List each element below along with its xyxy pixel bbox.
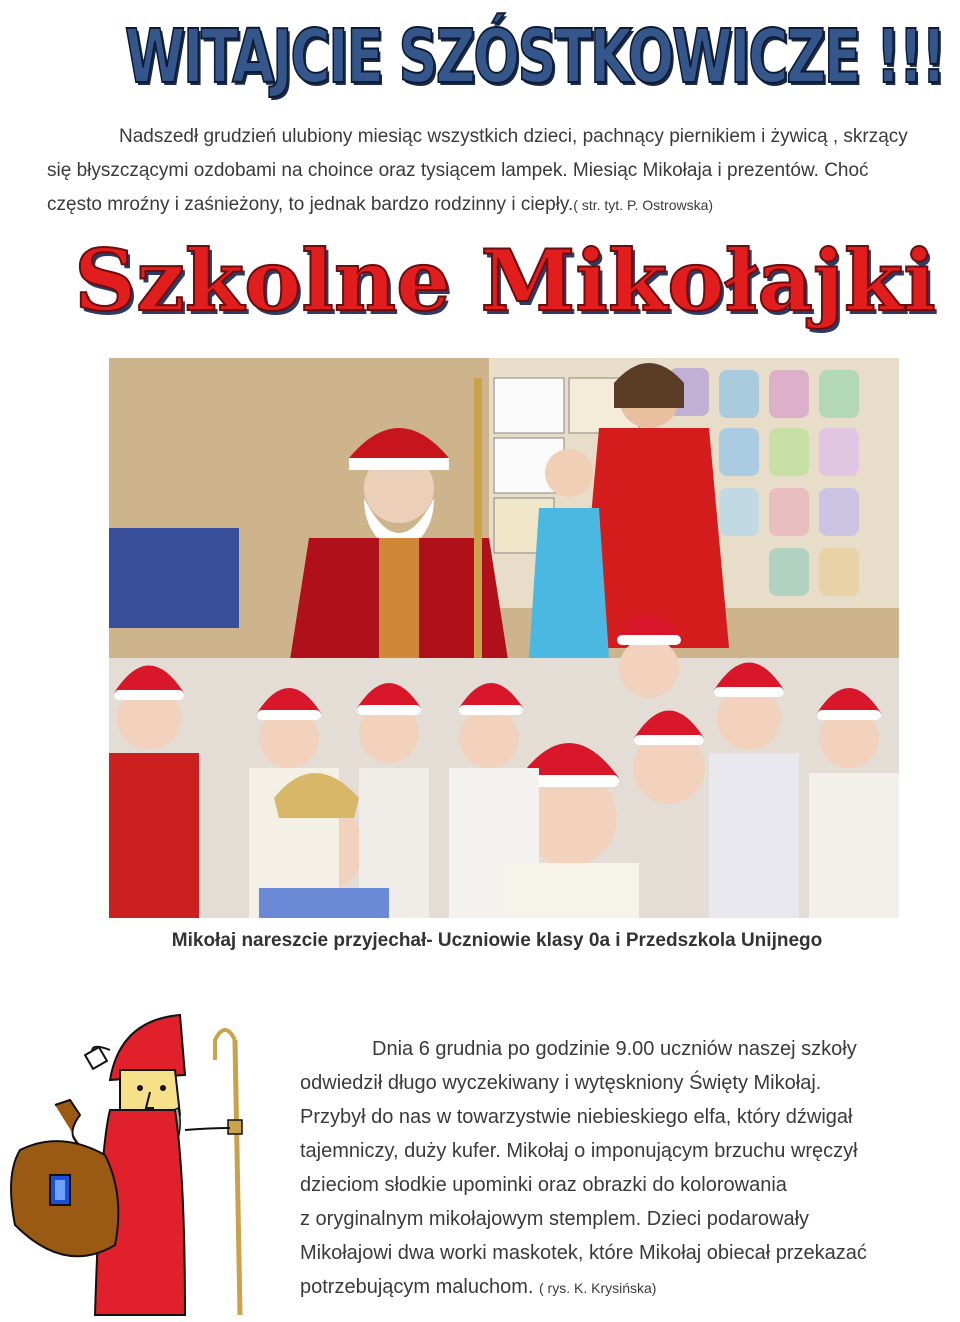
article-line: Przybył do nas w towarzystwie niebieskiego elfa, który dźwigał xyxy=(300,1106,853,1128)
class-photo-icon xyxy=(109,358,899,918)
drawing-credit: ( rys. K. Krysińska) xyxy=(539,1280,657,1296)
intro-credit: ( str. tyt. P. Ostrowska) xyxy=(573,197,714,213)
article-line: tajemniczy, duży kufer. Mikołaj o imponującym brzuchu wręczył xyxy=(300,1140,858,1162)
intro-paragraph xyxy=(47,120,960,222)
article-line: potrzebującym maluchom. xyxy=(300,1276,534,1298)
article-line: Dnia 6 grudnia po godzinie 9.00 uczniów naszej szkoły xyxy=(372,1038,857,1060)
article-line: Mikołajowi dwa worki maskotek, które Mikołaj obiecał przekazać xyxy=(300,1242,867,1264)
santa-drawing xyxy=(0,1010,260,1317)
intro-line: Nadszedł grudzień ulubiony miesiąc wszystkich dzieci, pachnący piernikiem i żywicą , skrzący xyxy=(119,126,908,147)
intro-line: często mroźny i zaśnieżony, to jednak bardzo rodzinny i ciepły. xyxy=(47,194,574,215)
class-photo xyxy=(109,358,899,918)
article-line: z oryginalnym mikołajowym stemplem. Dzieci podarowały xyxy=(300,1208,810,1230)
santa-drawing-icon xyxy=(0,1010,260,1317)
article-line: odwiedził długo wyczekiwany i wytęskniony Święty Mikołaj. xyxy=(300,1072,822,1094)
page-title: WITAJCIE SZÓSTKOWICZE !!! xyxy=(124,14,945,100)
article-line: dzieciom słodkie upominki oraz obrazki do kolorowania xyxy=(300,1174,787,1196)
article-title: Szkolne Mikołajki xyxy=(74,231,936,330)
intro-line: się błyszczącymi ozdobami na choince oraz tysiącem lampek. Miesiąc Mikołaja i prezentów. Choć xyxy=(47,160,869,181)
photo-caption: Mikołaj nareszcie przyjechał- Uczniowie klasy 0a i Przedszkola Unijnego xyxy=(171,930,823,951)
article-paragraph xyxy=(300,1032,950,1305)
